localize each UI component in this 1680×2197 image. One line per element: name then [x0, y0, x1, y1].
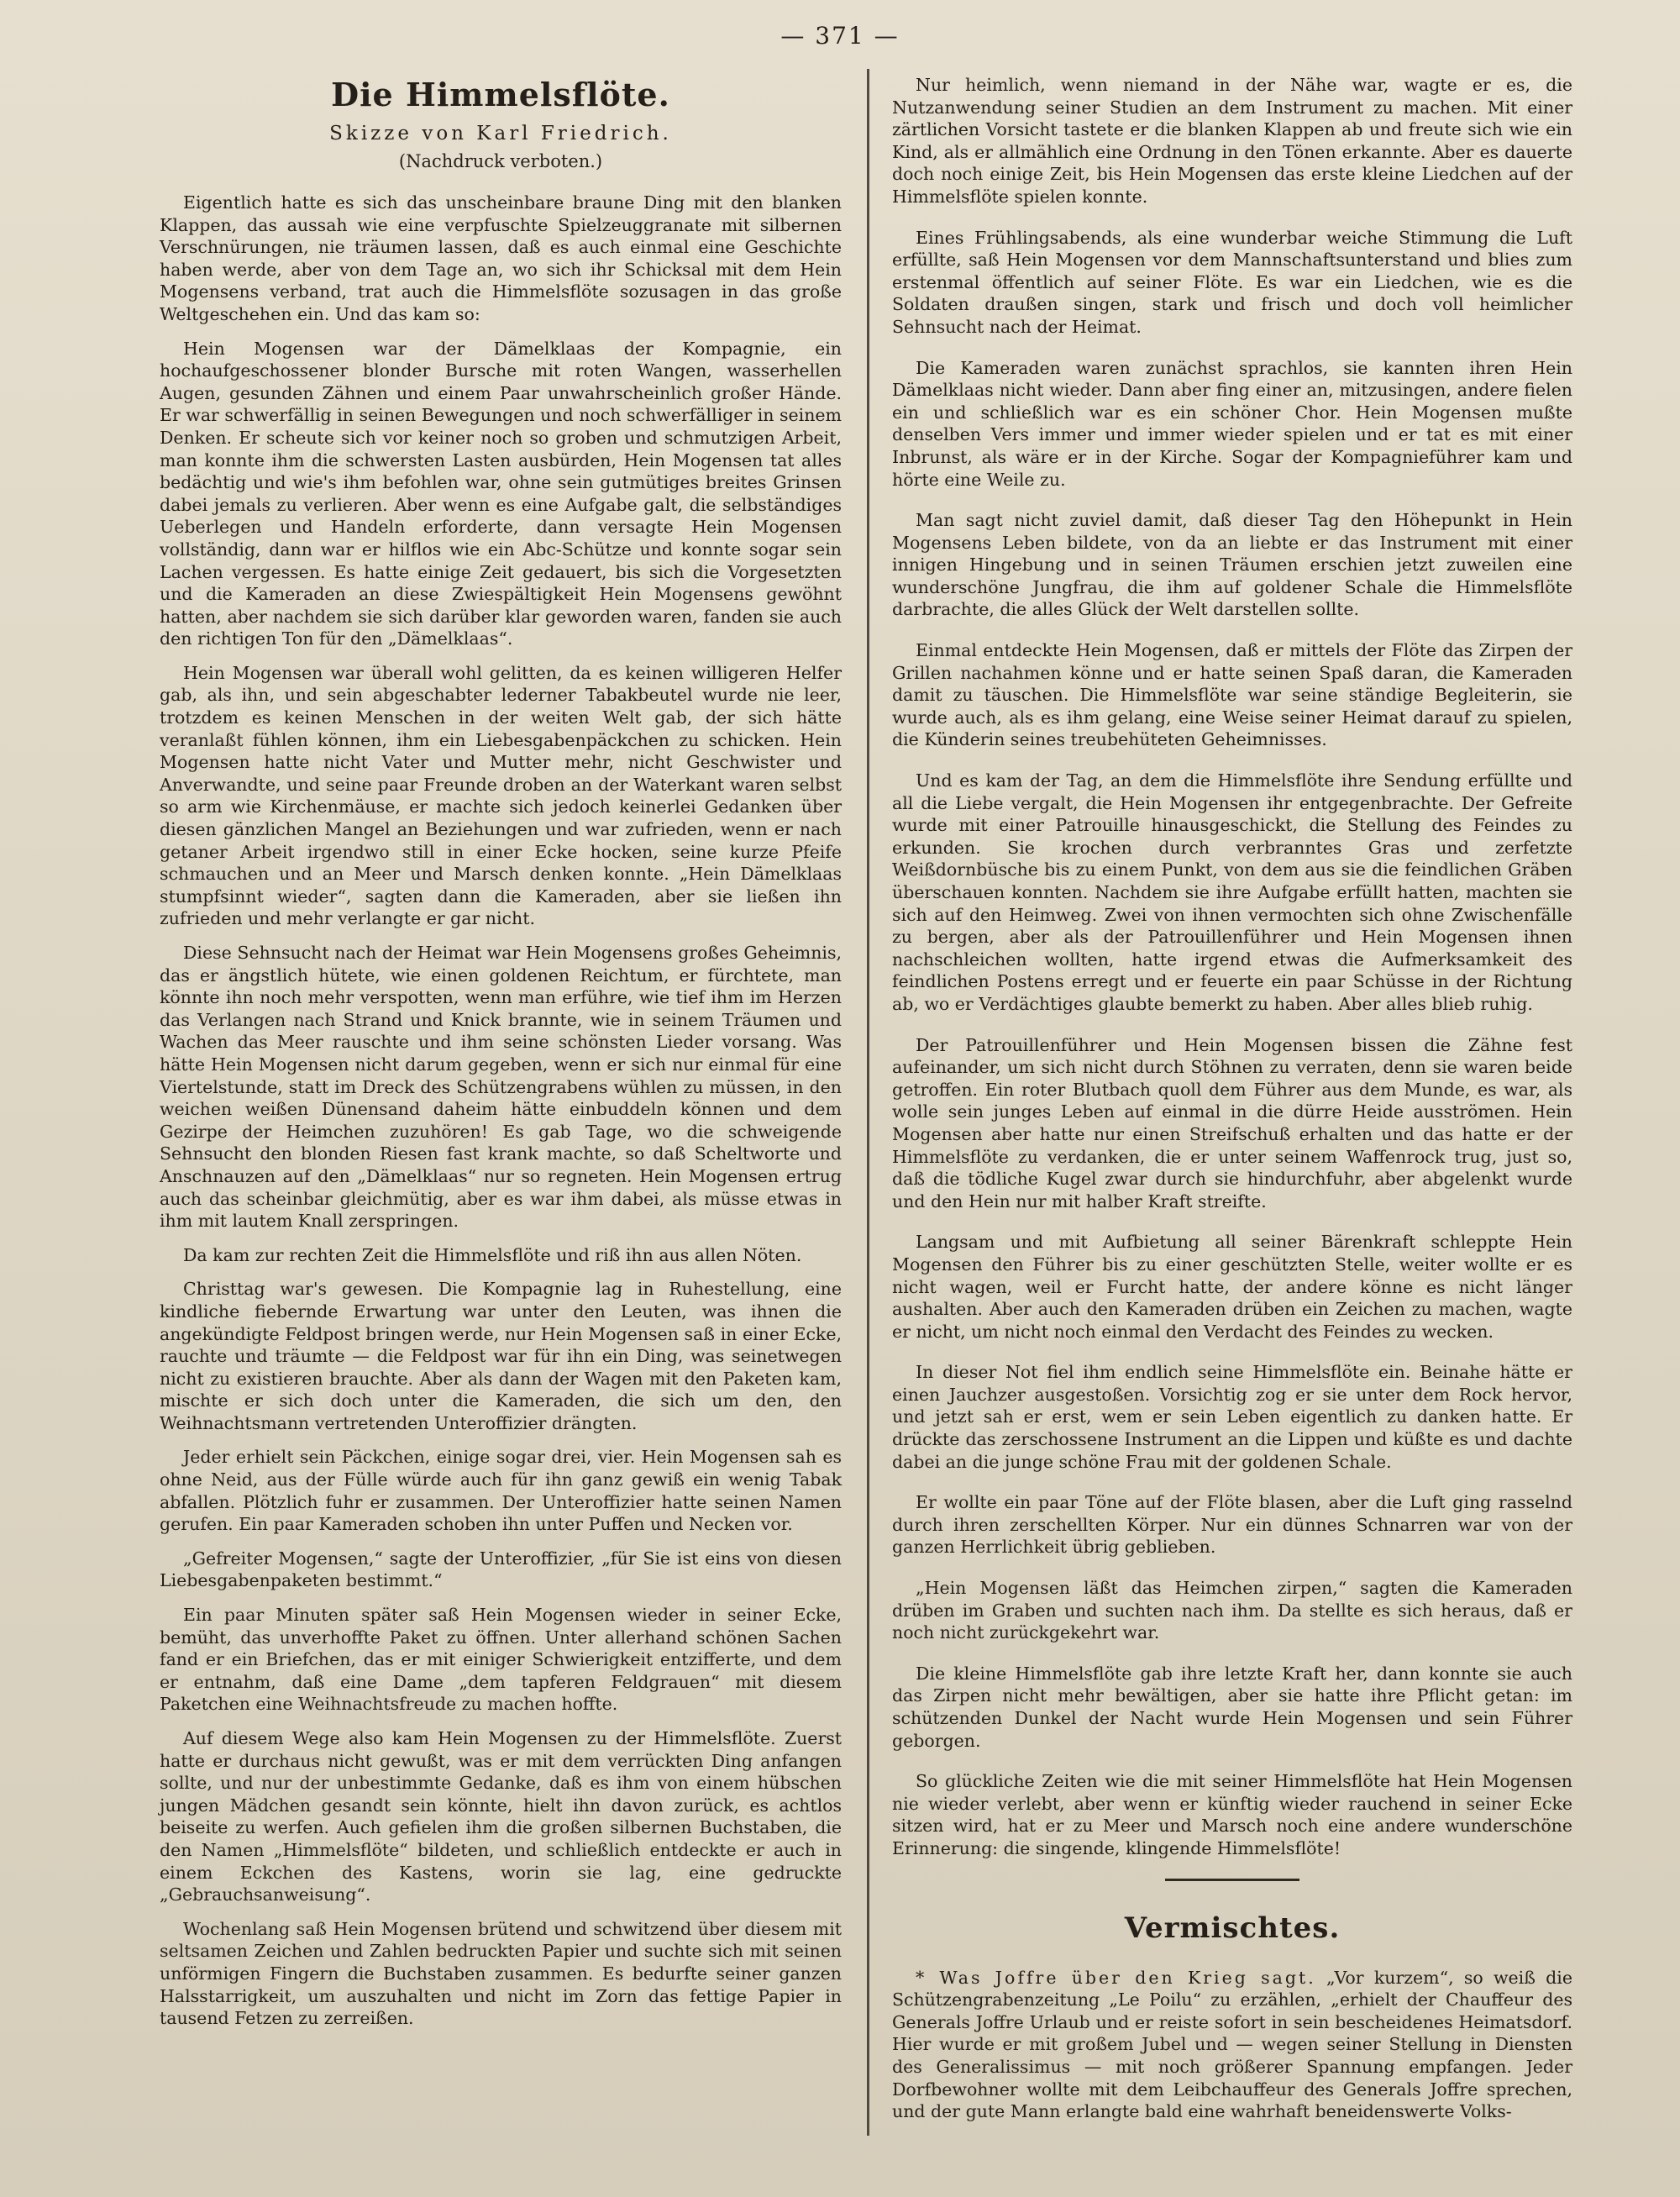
story-paragraph: Christtag war's gewesen. Die Kompagnie lag in Ruhestellung, eine kindliche fiebernde Erwartung war unter den Leuten, was ihnen die angekündigte Feldpost bringen werde, nur Hein Mogensen saß in einer Ecke, rauchte und träumte — die Feldpost war für ihn ein Ding, was seinetwegen nicht zu existieren brauchte. Aber als dann der Wagen mit den Paketen kam, mischte er sich doch unter die Kameraden, die sich um den, den Weihnachtsmann vertretenden Unteroffizier drängten.: [160, 1279, 842, 1433]
left-column: [160, 74, 842, 2042]
story-paragraph: So glückliche Zeiten wie die mit seiner Himmelsflöte hat Hein Mogensen nie wieder verlebt, aber wenn er künftig wieder rauchend in seiner Ecke sitzen wird, hat er zu Meer und Marsch noch eine andere wunderschöne Erinnerung: die singende, klingende Himmelsflöte!: [892, 1771, 1572, 1858]
section-title: Vermischtes.: [1124, 1911, 1341, 1945]
misc-item-lead: * Was Joffre über den Krieg sagt.: [916, 1967, 1316, 1988]
story-title: Die Himmelsflöte.: [331, 76, 670, 113]
story-paragraph: Eines Frühlingsabends, als eine wunderbar weiche Stimmung die Luft erfüllte, saß Hein Mogensen vor dem Mannschaftsunterstand und blies zum erstenmal öffentlich auf seiner Flöte. Es war ein Liedchen, wie es die Soldaten draußen singen, stark und frisch und doch voll heimlicher Sehnsucht nach der Heimat.: [892, 227, 1572, 337]
story-paragraph: „Hein Mogensen läßt das Heimchen zirpen,“ sagten die Kameraden drüben im Graben und suchten nach ihm. Da stellte es sich heraus, daß er noch nicht zurückgekehrt war.: [892, 1578, 1572, 1643]
story-paragraph: Wochenlang saß Hein Mogensen brütend und schwitzend über diesem mit seltsamen Zeichen und Zahlen bedruckten Papier und suchte sich mit seinen unförmigen Fingern die Buchstaben zusammen. Es bedurfte seiner ganzen Halsstarrigkeit, um auszuhalten und nicht im Zorn das fettige Papier in tausend Fetzen zu zerreißen.: [160, 1918, 842, 2029]
story-paragraph: Ein paar Minuten später saß Hein Mogensen wieder in seiner Ecke, bemüht, das unverhoffte Paket zu öffnen. Unter allerhand schönen Sachen fand er ein Briefchen, das er mit einiger Schwierigkeit entzifferte, und dem er entnahm, daß eine Dame „dem tapferen Feldgrauen“ mit diesem Paketchen eine Weihnachtsfreude zu machen hoffte.: [160, 1605, 842, 1715]
reprint-notice: (Nachdruck verboten.): [398, 151, 603, 171]
story-paragraph: Und es kam der Tag, an dem die Himmelsflöte ihre Sendung erfüllte und all die Liebe vergalt, die Hein Mogensen ihr entgegenbrachte. Der Gefreite wurde mit einer Patrouille hinausgeschickt, die Stellung des Feindes zu erkunden. Sie krochen durch verbranntes Gras und zerfetzte Weißdornbüsche bis zu einem Punkt, von dem aus sie die feindlichen Gräben überschauen konnten. Nachdem sie ihre Aufgabe erfüllt hatten, machten sie sich auf den Heimweg. Zwei von ihnen vermochten sich ohne Zwischenfälle zu bergen, aber als der Patrouillenführer und Hein Mogensen ihnen nachschleichen wollten, hatte irgend etwas die Aufmerksamkeit des feindlichen Postens erregt und er feuerte ein paar Schüsse in der Richtung ab, wo er Verdächtiges glaubte bemerkt zu haben. Aber alles blieb ruhig.: [892, 770, 1572, 1014]
story-paragraph: Einmal entdeckte Hein Mogensen, daß er mittels der Flöte das Zirpen der Grillen nachahmen könne und er hatte seinen Spaß daran, die Kameraden damit zu täuschen. Die Himmelsflöte war seine ständige Begleiterin, sie wurde auch, als es ihm gelang, eine Weise seiner Heimat darauf zu spielen, die Künderin seines treubehüteten Geheimnisses.: [892, 640, 1572, 750]
story-paragraph: Nur heimlich, wenn niemand in der Nähe war, wagte er es, die Nutzanwendung seiner Studien an dem Instrument zu machen. Mit einer zärtlichen Vorsicht tastete er die blanken Klappen ab und freute sich wie ein Kind, als er allmählich eine Ordnung in den Tönen erkannte. Aber es dauerte doch noch einige Zeit, bis Hein Mogensen das erste kleine Liedchen auf der Himmelsflöte spielen konnte.: [892, 75, 1572, 207]
right-column: [892, 74, 1572, 2142]
misc-item-text: „Vor kurzem“, so weiß die Schützengrabenzeitung „Le Poilu“ zu erzählen, „erhielt der Chauffeur des Generals Joffre Urlaub und er reiste sofort in sein bescheidenes Heimatsdorf. Hier wurde er mit großem Jubel und — wegen seiner Stellung in Diensten des Generalissimus — mit noch größerer Spannung empfangen. Jeder Dorfbewohner wollte mit dem Leibchauffeur des Generals Joffre sprechen, und der gute Mann erlangte bald eine wahrhaft beneidenswerte Volks-: [892, 1967, 1572, 2122]
story-paragraph: Die kleine Himmelsflöte gab ihre letzte Kraft her, dann konnte sie auch das Zirpen nicht mehr bewältigen, aber sie hatte ihre Pflicht getan: im schützenden Dunkel der Nacht wurde Hein Mogensen und sein Führer geborgen.: [892, 1663, 1572, 1751]
story-paragraph: Da kam zur rechten Zeit die Himmelsflöte und riß ihn aus allen Nöten.: [183, 1244, 802, 1265]
story-paragraph: „Gefreiter Mogensen,“ sagte der Unteroffizier, „für Sie ist eins von diesen Liebesgabenpaketen bestimmt.“: [160, 1548, 842, 1591]
story-paragraph: Eigentlich hatte es sich das unscheinbare braune Ding mit den blanken Klappen, das aussah wie eine verpfuschte Spielzeuggranate mit silbernen Verschnürungen, nie träumen lassen, daß es auch einmal eine Geschichte haben werde, aber von dem Tage an, wo sich ihr Schicksal mit dem Hein Mogensens verband, trat auch die Himmelsflöte sozusagen in das große Weltgeschehen ein. Und das kam so:: [160, 192, 842, 324]
story-byline: Skizze von Karl Friedrich.: [329, 123, 672, 145]
story-paragraph: Man sagt nicht zuviel damit, daß dieser Tag den Höhepunkt in Hein Mogensens Leben bildete, von da an liebte er das Instrument mit einer innigen Hingebung und in seinen Träumen erschien jetzt zuweilen eine wunderschöne Jungfrau, die ihm auf goldener Schale die Himmelsflöte darbrachte, die alles Glück der Welt darstellen sollte.: [892, 510, 1572, 620]
column-divider: [867, 69, 869, 2136]
story-paragraph: Jeder erhielt sein Päckchen, einige sogar drei, vier. Hein Mogensen sah es ohne Neid, aus der Fülle würde auch für ihn ganz gewiß ein wenig Tabak abfallen. Plötzlich fuhr er zusammen. Der Unteroffizier hatte seinen Namen gerufen. Ein paar Kameraden schoben ihn unter Puffen und Necken vor.: [160, 1447, 842, 1535]
story-paragraph: Die Kameraden waren zunächst sprachlos, sie kannten ihren Hein Dämelklaas nicht wieder. Dann aber fing einer an, mitzusingen, andere fielen ein und schließlich war es ein schöner Chor. Hein Mogensen mußte denselben Vers immer und immer wieder spielen und er tat es mit einer Inbrunst, als wäre er in der Kirche. Sogar der Kompagnieführer kam und hörte eine Weile zu.: [892, 357, 1572, 490]
story-paragraph: Er wollte ein paar Töne auf der Flöte blasen, aber die Luft ging rasselnd durch ihren zerschellten Körper. Nur ein dünnes Schnarren war von der ganzen Herrlichkeit übrig geblieben.: [892, 1492, 1572, 1558]
story-paragraph: Diese Sehnsucht nach der Heimat war Hein Mogensens großes Geheimnis, das er ängstlich hütete, wie einen goldenen Reichtum, er fürchtete, man könnte ihn noch mehr verspotten, wenn man erführe, wie tief ihm im Herzen das Verlangen nach Strand und Knick brannte, wie in seinem Träumen und Wachen das Meer rauschte und ihm seine schönsten Lieder vorsang. Was hätte Hein Mogensen nicht darum gegeben, wenn er sich nur einmal für eine Viertelstunde, statt im Dreck des Schützengrabens wühlen zu müssen, in den weichen weißen Dünensand daheim hätte einbuddeln können und dem Gezirpe der Heimchen zuzuhören! Es gab Tage, wo die schweigende Sehnsucht den blonden Riesen fast krank machte, so daß Scheltworte und Anschnauzen auf den „Dämelklaas“ nur so regneten. Hein Mogensen ertrug auch das scheinbar gleichmütig, aber es war ihm dabei, als müsse etwas in ihm mit lautem Knall zerspringen.: [160, 943, 842, 1232]
page-number: — 371 —: [780, 22, 900, 50]
story-paragraph: Der Patrouillenführer und Hein Mogensen bissen die Zähne fest aufeinander, um sich nicht durch Stöhnen zu verraten, denn sie waren beide getroffen. Ein roter Blutbach quoll dem Führer aus dem Munde, es war, als wolle sein junges Leben auf einmal in die dürre Heide ausströmen. Hein Mogensen aber hatte nur einen Streifschuß erhalten und das hatte er der Himmelsflöte zu verdanken, die er unter seinem Waffenrock trug, just so, daß die tödliche Kugel zwar durch sie hindurchfuhr, aber abgelenkt wurde und den Hein nur mit halber Kraft streifte.: [892, 1034, 1572, 1212]
misc-item: [892, 1967, 1572, 2123]
story-paragraph: Auf diesem Wege also kam Hein Mogensen zu der Himmelsflöte. Zuerst hatte er durchaus nicht gewußt, was er mit dem verrückten Ding anfangen sollte, und nur der unbestimmte Gedanke, daß es ihm von einem hübschen jungen Mädchen gesandt sein könnte, hielt ihn davon zurück, es achtlos beiseite zu werfen. Auch gefielen ihm die großen silbernen Buchstaben, die den Namen „Himmelsflöte“ bildeten, und schließlich entdeckte er auch in einem Eckchen des Kastens, worin sie lag, eine gedruckte „Gebrauchsanweisung“.: [160, 1728, 842, 1905]
story-paragraph: Langsam und mit Aufbietung all seiner Bärenkraft schleppte Hein Mogensen den Führer bis zu einer geschützten Stelle, weiter wollte er es nicht wagen, weil er Furcht hatte, der andere könne es nicht länger aushalten. Aber auch den Kameraden drüben ein Zeichen zu machen, wagte er nicht, um nicht noch einmal den Verdacht des Feindes zu wecken.: [892, 1232, 1572, 1342]
story-paragraph: Hein Mogensen war der Dämelklaas der Kompagnie, ein hochaufgeschossener blonder Bursche mit roten Wangen, wasserhellen Augen, gesunden Zähnen und einem Paar unwahrscheinlich großer Hände. Er war schwerfällig in seinen Bewegungen und noch schwerfälliger in seinem Denken. Er scheute sich vor keiner noch so groben und schmutzigen Arbeit, man konnte ihm die schwersten Lasten ausbürden, Hein Mogensen tat alles bedächtig und wie's ihm befohlen war, ohne sein gutmütiges breites Grinsen dabei jemals zu verlieren. Aber wenn es eine Aufgabe galt, die selbständiges Ueberlegen und Handeln erforderte, dann versagte Hein Mogensen vollständig, dann war er hilflos wie ein Abc-Schütze und konnte sogar sein Lachen vergessen. Es hatte einige Zeit gedauert, bis sich die Vorgesetzten und die Kameraden an diese Zwiespältigkeit Hein Mogensens gewöhnt hatten, aber nachdem sie sich darüber klar geworden waren, fanden sie auch den richtigen Ton für den „Dämelklaas“.: [160, 338, 842, 649]
story-paragraph: In dieser Not fiel ihm endlich seine Himmelsflöte ein. Beinahe hätte er einen Jauchzer ausgestoßen. Vorsichtig zog er sie unter dem Rock hervor, und jetzt sah er erst, wem er sein Leben eigentlich zu danken hatte. Er drückte das zerschossene Instrument an die Lippen und küßte es und dachte dabei an die junge schöne Frau mit der goldenen Schale.: [892, 1362, 1572, 1472]
story-paragraph: Hein Mogensen war überall wohl gelitten, da es keinen willigeren Helfer gab, als ihn, und sein abgeschabter lederner Tabakbeutel wurde nie leer, trotzdem es keinen Menschen in der weiten Welt gab, der sich hätte veranlaßt fühlen können, ihm ein Liebesgabenpäckchen zu schicken. Hein Mogensen hatte nicht Vater und Mutter mehr, nicht Geschwister und Anverwandte, und seine paar Freunde droben an der Waterkant waren selbst so arm wie Kirchenmäuse, er machte sich jedoch keinerlei Gedanken über diesen gänzlichen Mangel an Beziehungen und war zufrieden, wenn er nach getaner Arbeit irgendwo still in einer Ecke hocken, seine kurze Pfeife schmauchen und an Meer und Marsch denken konnte. „Hein Dämelklaas stumpfsinnt wieder“, sagten dann die Kameraden, aber sie ließen ihn zufrieden und mehr verlangte er gar nicht.: [160, 662, 842, 929]
section-separator: [1165, 1879, 1299, 1881]
